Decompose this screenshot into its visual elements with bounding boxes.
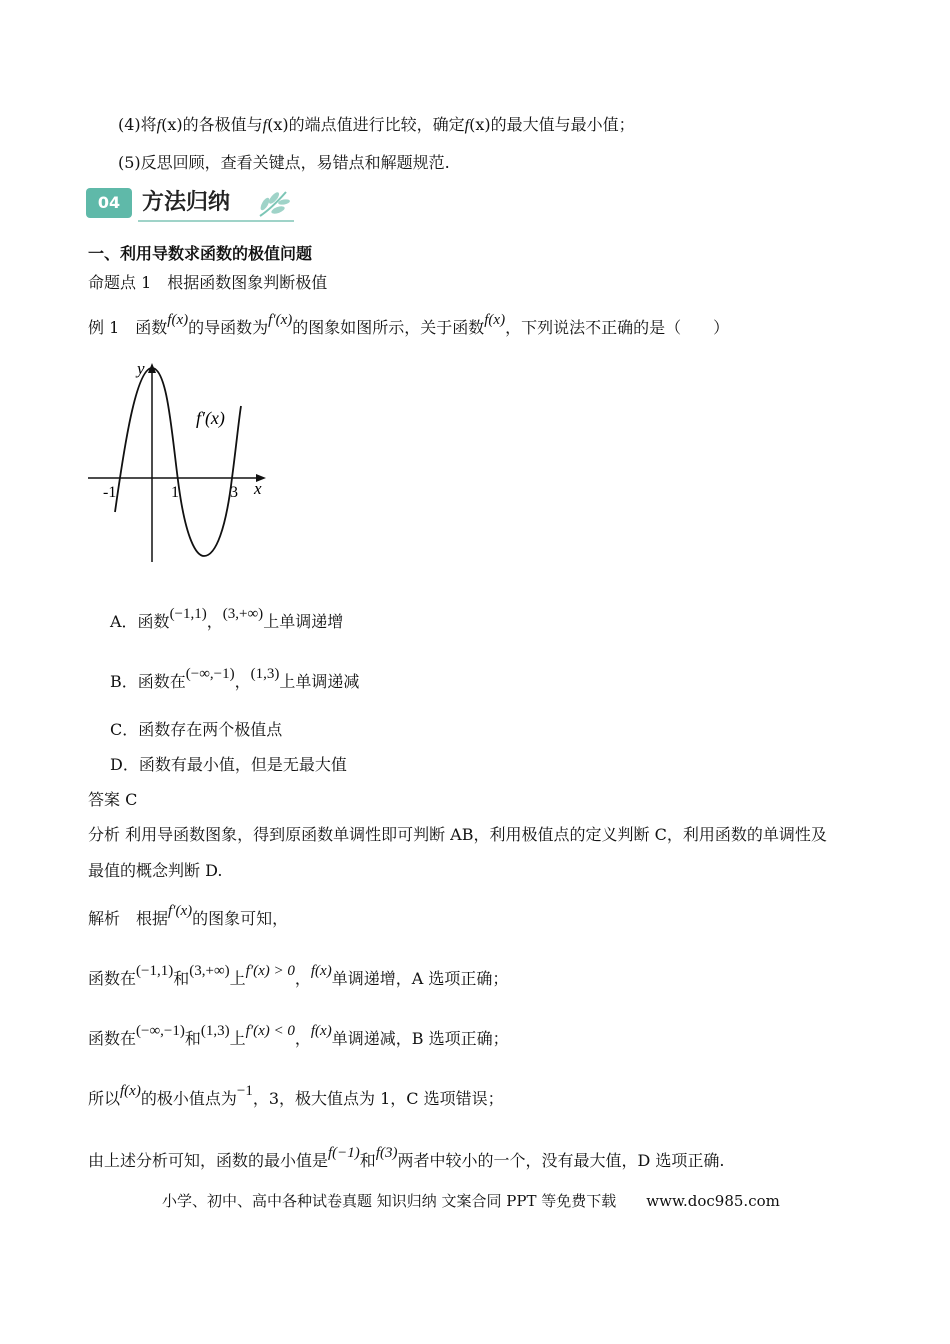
solution-text: 单调递增，A 选项正确；	[331, 969, 509, 988]
math-fx: f(x)	[310, 963, 332, 979]
derivative-graph	[84, 358, 284, 568]
math-fx: f(x)	[167, 312, 189, 328]
solution-text: 函数在	[88, 969, 137, 988]
step-4-f: f	[464, 117, 470, 134]
solution-text: ，	[294, 1029, 311, 1048]
y-axis-label: y	[137, 359, 145, 378]
math-fpx: f′(x)	[168, 903, 193, 919]
step-4-x: (x)	[161, 115, 183, 134]
math-interval: (3,+∞)	[189, 963, 230, 979]
solution-text: 函数在	[88, 1029, 137, 1048]
badge-title: 方法归纳	[142, 190, 231, 215]
option-c[interactable]: C．函数存在两个极值点	[110, 720, 283, 739]
solution-text: 上	[229, 969, 246, 988]
solution-text: 两者中较小的一个，没有最大值，D 选项正确.	[397, 1151, 725, 1170]
step-4-text: (4)将	[118, 115, 157, 134]
math-fx: f(x)	[120, 1083, 141, 1099]
option-text: ，	[234, 672, 251, 691]
solution-text: ，3，极大值点为 1，C 选项错误；	[252, 1089, 504, 1108]
math-interval: (1,3)	[200, 1023, 230, 1039]
leaf-icon	[252, 186, 292, 222]
solution-text: 上	[229, 1029, 246, 1048]
math-value: −1	[236, 1083, 253, 1099]
solution-text: 的极小值点为	[140, 1089, 237, 1108]
step-4-x: (x)	[267, 115, 289, 134]
step-4-text: 的端点值进行比较，确定	[288, 115, 465, 134]
solution-text: 和	[173, 969, 190, 988]
step-4	[118, 113, 635, 138]
option-text: 上单调递减	[279, 672, 360, 691]
example-text: 的导函数为	[188, 318, 269, 337]
option-text: A．函数	[110, 612, 170, 631]
math-fx: f(x)	[484, 312, 506, 328]
solution-text: 单调递减，B 选项正确；	[331, 1029, 509, 1048]
section-heading: 一、利用导数求函数的极值问题	[88, 244, 313, 263]
step-5: (5)反思回顾，查看关键点，易错点和解题规范.	[118, 153, 450, 172]
option-a[interactable]	[110, 606, 344, 635]
math-interval: (3,+∞)	[222, 606, 264, 622]
option-d[interactable]: D．函数有最小值，但是无最大值	[110, 755, 347, 774]
solution-line-4	[88, 1083, 504, 1112]
solution-text: ，	[294, 969, 311, 988]
math-interval: (1,3)	[250, 666, 280, 682]
solution-text: 的图象可知，	[192, 909, 289, 928]
x-axis-label: x	[254, 479, 262, 498]
option-text: 上单调递增	[263, 612, 344, 631]
proposition-label: 命题点 1 根据函数图象判断极值	[88, 273, 328, 292]
example-text: ，下列说法不正确的是（ ）	[505, 318, 730, 337]
tick-3: 3	[230, 484, 238, 501]
math-fpx: f′(x)	[268, 312, 293, 328]
tick-1: 1	[171, 484, 179, 501]
section-badge	[86, 186, 296, 224]
page-footer: 小学、初中、高中各种试卷真题 知识归纳 文案合同 PPT 等免费下载 www.doc985.com	[162, 1192, 780, 1210]
example-1	[88, 312, 730, 341]
curve-label: f′(x)	[196, 408, 225, 428]
solution-line-1	[88, 903, 289, 932]
solution-text: 和	[184, 1029, 201, 1048]
step-4-x: (x)	[469, 115, 491, 134]
solution-text: 由上述分析可知，函数的最小值是	[88, 1151, 329, 1170]
solution-line-5	[88, 1145, 725, 1174]
step-4-f: f	[156, 117, 162, 134]
solution-text: 解析 根据	[88, 909, 169, 928]
solution-text: 和	[359, 1151, 376, 1170]
example-text: 例 1 函数	[88, 318, 168, 337]
option-text: B．函数在	[110, 672, 186, 691]
math-interval: (−1,1)	[136, 963, 174, 979]
analysis-line-1: 分析 利用导函数图象，得到原函数单调性即可判断 AB，利用极值点的定义判断 C，利用函数的单调性及	[88, 825, 827, 844]
math-condition: f′(x) < 0	[245, 1023, 295, 1039]
math-interval: (−1,1)	[169, 606, 207, 622]
math-value: f(−1)	[328, 1145, 360, 1161]
solution-text: 所以	[88, 1089, 121, 1108]
badge-number: 04	[86, 188, 132, 218]
tick-neg1: -1	[103, 484, 117, 501]
step-4-f: f	[262, 117, 268, 134]
answer: 答案 C	[88, 790, 138, 809]
math-condition: f′(x) > 0	[245, 963, 295, 979]
step-4-text: 的最大值与最小值；	[490, 115, 635, 134]
analysis-line-2: 最值的概念判断 D.	[88, 861, 223, 880]
math-value: f(3)	[375, 1145, 398, 1161]
math-fx: f(x)	[310, 1023, 332, 1039]
derivative-curve	[115, 368, 241, 556]
option-b[interactable]	[110, 666, 360, 695]
solution-line-2	[88, 963, 509, 992]
step-4-text: 的各极值与	[182, 115, 263, 134]
example-text: 的图象如图所示，关于函数	[292, 318, 485, 337]
math-interval: (−∞,−1)	[136, 1023, 185, 1039]
option-text: ，	[206, 612, 223, 631]
solution-line-3	[88, 1023, 509, 1052]
math-interval: (−∞,−1)	[185, 666, 235, 682]
